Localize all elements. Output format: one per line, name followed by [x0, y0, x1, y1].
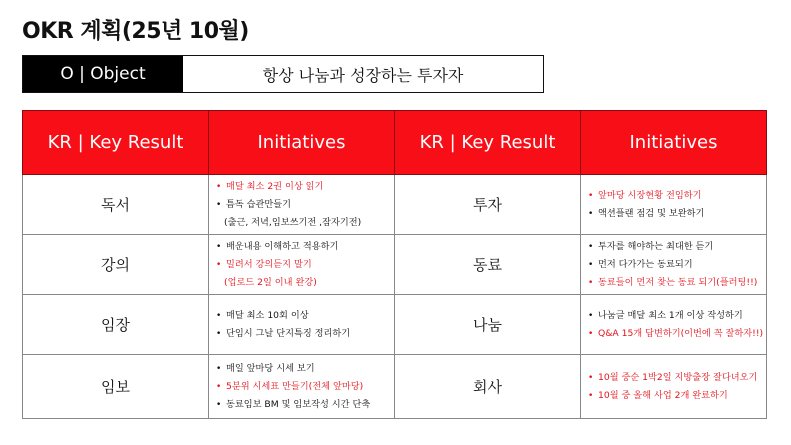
initiative-text: 매일 앞마당 시세 보기: [226, 362, 315, 374]
initiative-list: [209, 178, 394, 232]
bullet-icon: •: [588, 310, 594, 321]
initiative-list: [209, 238, 394, 292]
initiatives-cell-left: [209, 295, 395, 355]
initiative-list: [581, 187, 766, 223]
initiatives-cell-right: [581, 235, 767, 295]
kr-cell-right: 동료: [395, 235, 581, 295]
initiative-text: 동료임보 BM 및 임보작성 시간 단축: [226, 398, 371, 410]
initiative-text: 앞마당 시장현황 전임하기: [598, 189, 702, 201]
bullet-icon: •: [588, 277, 594, 288]
initiative-text: 매달 최소 2권 이상 읽기: [226, 180, 324, 192]
table-row: [23, 175, 767, 235]
initiative-text: 5분위 시세표 만들기(전체 앞마당): [226, 380, 364, 392]
initiative-item: [216, 307, 394, 325]
initiative-item: [588, 274, 766, 292]
initiative-text: 밀려서 강의듣지 말기: [226, 258, 312, 270]
bullet-icon: •: [588, 208, 594, 219]
page-title: OKR 계획(25년 10월): [22, 19, 249, 44]
kr-cell-right: 회사: [395, 355, 581, 419]
initiatives-cell-right: [581, 175, 767, 235]
initiative-text: 배운내용 이해하고 적용하기: [226, 240, 339, 252]
initiative-item: [588, 205, 766, 223]
initiative-text: 틈독 습관만들기: [226, 198, 292, 210]
initiative-item: [216, 378, 394, 396]
initiative-text: (업로드 2일 이내 완강): [224, 276, 317, 288]
objective-label: O | Object: [23, 56, 183, 92]
initiative-list: [581, 369, 766, 405]
initiative-list: [581, 238, 766, 292]
initiative-item: [588, 238, 766, 256]
initiative-text: 동료들이 먼저 찾는 동료 되기(플러팅!!): [598, 276, 758, 288]
initiative-text: 10월 중순 1박2일 지방출장 잘다녀오기: [598, 371, 758, 383]
initiative-item: [216, 360, 394, 378]
bullet-icon: •: [588, 372, 594, 383]
initiative-item: [216, 178, 394, 196]
objective-text: 항상 나눔과 성장하는 투자자: [183, 56, 543, 92]
initiative-text: 나눔글 매달 최소 1개 이상 작성하기: [598, 309, 743, 321]
initiatives-cell-left: [209, 235, 395, 295]
table-row: [23, 355, 767, 419]
header-kr-left: KR | Key Result: [23, 111, 209, 175]
kr-cell-left: 임장: [23, 295, 209, 355]
initiative-text: 투자를 해야하는 최대한 듣기: [598, 240, 714, 252]
okr-table: [22, 110, 767, 419]
initiatives-cell-right: [581, 355, 767, 419]
objective-bar: [22, 55, 544, 93]
initiatives-cell-left: [209, 355, 395, 419]
initiative-item: [588, 187, 766, 205]
initiative-item: [216, 256, 394, 274]
bullet-icon: •: [588, 259, 594, 270]
initiative-item: [216, 325, 394, 343]
bullet-icon: •: [588, 328, 594, 339]
initiative-item: [216, 238, 394, 256]
initiatives-cell-right: [581, 295, 767, 355]
bullet-icon: •: [216, 241, 222, 252]
initiative-item: [588, 369, 766, 387]
bullet-icon: •: [216, 199, 222, 210]
initiative-list: [209, 307, 394, 343]
kr-cell-left: 임보: [23, 355, 209, 419]
bullet-icon: •: [216, 181, 222, 192]
table-header-row: [23, 111, 767, 175]
initiative-text: 10월 중 올해 사업 2개 완료하기: [598, 389, 728, 401]
bullet-icon: •: [588, 190, 594, 201]
initiative-item: [216, 214, 394, 232]
bullet-icon: •: [216, 310, 222, 321]
initiative-list: [581, 307, 766, 343]
initiative-item: [216, 396, 394, 414]
bullet-icon: •: [216, 381, 222, 392]
kr-cell-right: 나눔: [395, 295, 581, 355]
initiative-item: [588, 256, 766, 274]
bullet-icon: •: [588, 241, 594, 252]
initiatives-cell-left: [209, 175, 395, 235]
initiative-text: 매달 최소 10회 이상: [226, 309, 309, 321]
kr-cell-left: 강의: [23, 235, 209, 295]
bullet-icon: •: [588, 390, 594, 401]
bullet-icon: •: [216, 399, 222, 410]
header-initiatives-left: Initiatives: [209, 111, 395, 175]
table-row: [23, 295, 767, 355]
initiative-item: [588, 387, 766, 405]
header-initiatives-right: Initiatives: [581, 111, 767, 175]
bullet-icon: •: [216, 328, 222, 339]
table-row: [23, 235, 767, 295]
bullet-icon: •: [216, 259, 222, 270]
initiative-item: [588, 325, 766, 343]
initiative-text: 단임시 그날 단지특징 정리하기: [226, 327, 351, 339]
kr-cell-left: 독서: [23, 175, 209, 235]
initiative-text: Q&A 15개 답변하기(이번에 꼭 잘하자!!): [598, 327, 764, 339]
header-kr-right: KR | Key Result: [395, 111, 581, 175]
kr-cell-right: 투자: [395, 175, 581, 235]
initiative-list: [209, 360, 394, 414]
bullet-icon: •: [216, 363, 222, 374]
initiative-text: 액션플랜 점검 및 보완하기: [598, 207, 705, 219]
initiative-text: 먼저 다가가는 동료되기: [598, 258, 693, 270]
initiative-item: [216, 196, 394, 214]
initiative-text: (출근, 저녁,임보쓰기전 ,잠자기전): [224, 216, 362, 228]
initiative-item: [588, 307, 766, 325]
initiative-item: [216, 274, 394, 292]
